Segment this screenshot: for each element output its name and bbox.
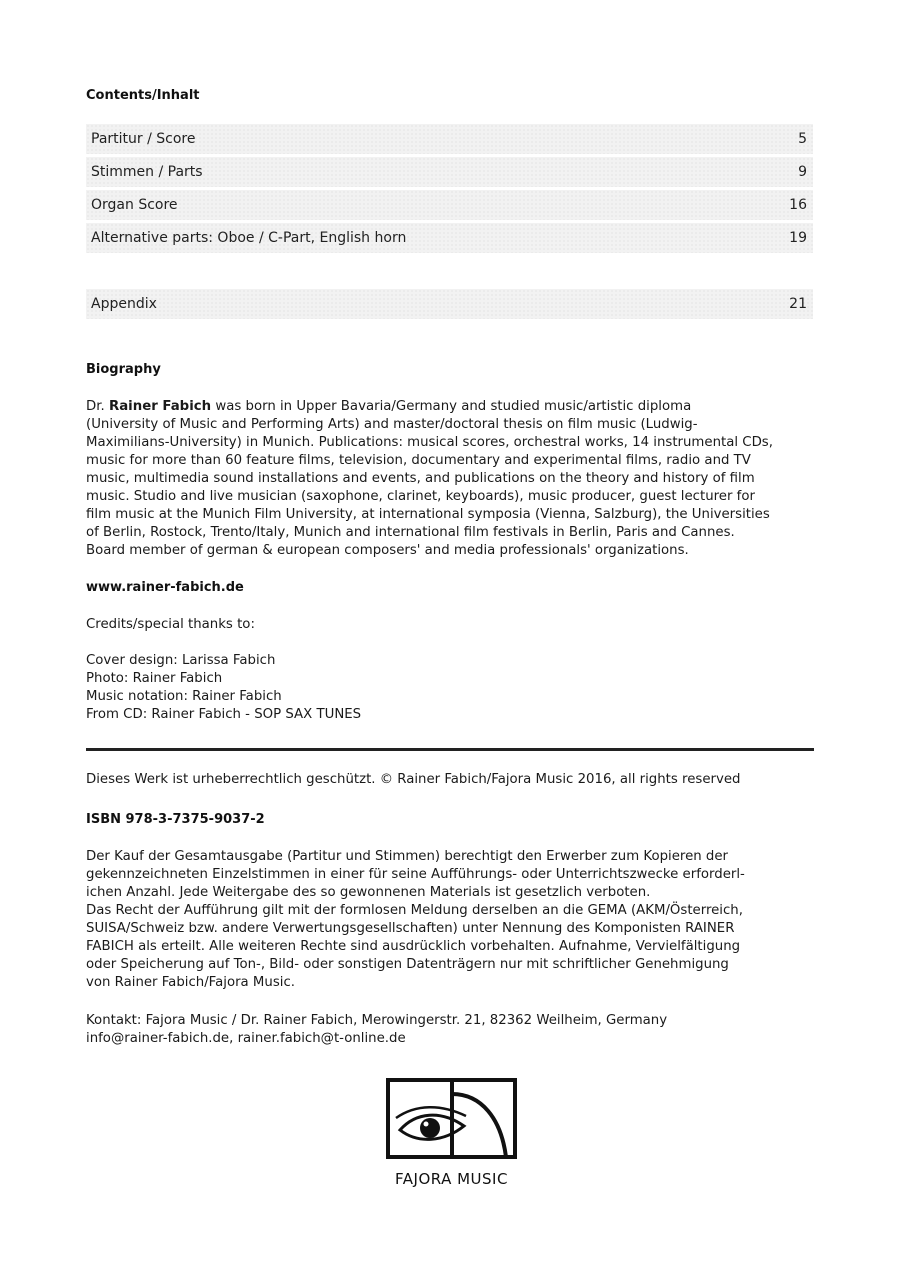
toc-item-label: Alternative parts: Oboe / C-Part, English horn (91, 230, 407, 246)
credits-line: Photo: Rainer Fabich (86, 671, 223, 686)
website-link[interactable]: www.rainer-fabich.de (86, 580, 244, 595)
legal-line: FABICH als erteilt. Alle weiteren Rechte sind ausdrücklich vorbehalten. Aufnahme, Vervielfältigung (86, 939, 741, 954)
biography-line: (University of Music and Performing Arts) and master/doctoral thesis on film music (Ludwig- (86, 417, 698, 432)
author-name: Rainer Fabich (108, 399, 212, 414)
credits-line: Cover design: Larissa Fabich (86, 653, 276, 668)
contents-heading: Contents/Inhalt (86, 88, 200, 103)
legal-line: oder Speicherung auf Ton-, Bild- oder sonstigen Datenträgern nur mit schriftlicher Genehmigung (86, 957, 729, 972)
divider (86, 748, 814, 751)
biography-line: of Berlin, Rostock, Trento/Italy, Munich and international film festivals in Berlin, Paris and Cannes. (86, 525, 735, 540)
logo-text: FAJORA MUSIC (395, 1170, 508, 1188)
toc-item-organ-score (86, 190, 813, 220)
biography-line: Board member of german & european composers' and media professionals' organizations. (86, 543, 689, 558)
legal-line: gekennzeichneten Einzelstimmen in einer für seine Aufführungs- oder Unterrichtszwecke erforderl- (86, 867, 745, 882)
toc-item-label: Organ Score (91, 197, 178, 213)
biography-heading: Biography (86, 362, 161, 377)
copyright-notice: Dieses Werk ist urheberrechtlich geschützt. © Rainer Fabich/Fajora Music 2016, all rights reserved (86, 772, 741, 787)
toc-item-page: 16 (789, 197, 807, 213)
toc-item-page: 9 (798, 164, 807, 180)
toc-item-alternative-parts (86, 223, 813, 253)
toc-item-parts (86, 157, 813, 187)
biography-line: music, multimedia sound installations and events, and publications on the theory and history of film (86, 471, 755, 486)
credits-line: From CD: Rainer Fabich - SOP SAX TUNES (86, 707, 362, 722)
legal-line: von Rainer Fabich/Fajora Music. (86, 975, 295, 990)
toc-item-label: Appendix (91, 296, 157, 312)
legal-line: Das Recht der Aufführung gilt mit der formlosen Meldung derselben an die GEMA (AKM/Österreich, (86, 903, 743, 918)
legal-line: SUISA/Schweiz bzw. andere Verwertungsgesellschaften) unter Nennung des Komponisten RAINER (86, 921, 735, 936)
toc-item-label: Stimmen / Parts (91, 164, 203, 180)
eye-logo-graphic (386, 1078, 517, 1159)
credits-list (86, 652, 816, 724)
toc-item-appendix (86, 289, 813, 319)
toc-item-page: 19 (789, 230, 807, 246)
toc-item-page: 21 (789, 296, 807, 312)
credits-intro: Credits/special thanks to: (86, 617, 255, 632)
contact-line: info@rainer-fabich.de, rainer.fabich@t-online.de (86, 1031, 406, 1046)
biography-line: Maximilians-University) in Munich. Publications: musical scores, orchestral works, 14 instrumental CDs, (86, 435, 773, 450)
credits-line: Music notation: Rainer Fabich (86, 689, 282, 704)
toc-item-score (86, 124, 813, 154)
biography-line: film music at the Munich Film University, at international symposia (Vienna, Salzburg), the Universities (86, 507, 770, 522)
legal-line: Der Kauf der Gesamtausgabe (Partitur und Stimmen) berechtigt den Erwerber zum Kopieren der (86, 849, 729, 864)
biography-text (86, 398, 816, 560)
biography-line: music. Studio and live musician (saxophone, clarinet, keyboards), music producer, guest lecturer for (86, 489, 755, 504)
isbn: ISBN 978-3-7375-9037-2 (86, 812, 265, 827)
eye-logo-icon (386, 1078, 517, 1159)
contact-info (86, 1012, 816, 1048)
toc-item-label: Partitur / Score (91, 131, 196, 147)
toc-item-page: 5 (798, 131, 807, 147)
contact-line: Kontakt: Fajora Music / Dr. Rainer Fabich, Merowingerstr. 21, 82362 Weilheim, Germany (86, 1013, 668, 1028)
legal-text (86, 848, 816, 992)
biography-line: music for more than 60 feature films, television, documentary and experimental films, radio and TV (86, 453, 751, 468)
biography-line: Dr. Rainer Fabich was born in Upper Bavaria/Germany and studied music/artistic diploma (86, 399, 692, 414)
legal-line: ichen Anzahl. Jede Weitergabe des so gewonnenen Materials ist gesetzlich verboten. (86, 885, 651, 900)
